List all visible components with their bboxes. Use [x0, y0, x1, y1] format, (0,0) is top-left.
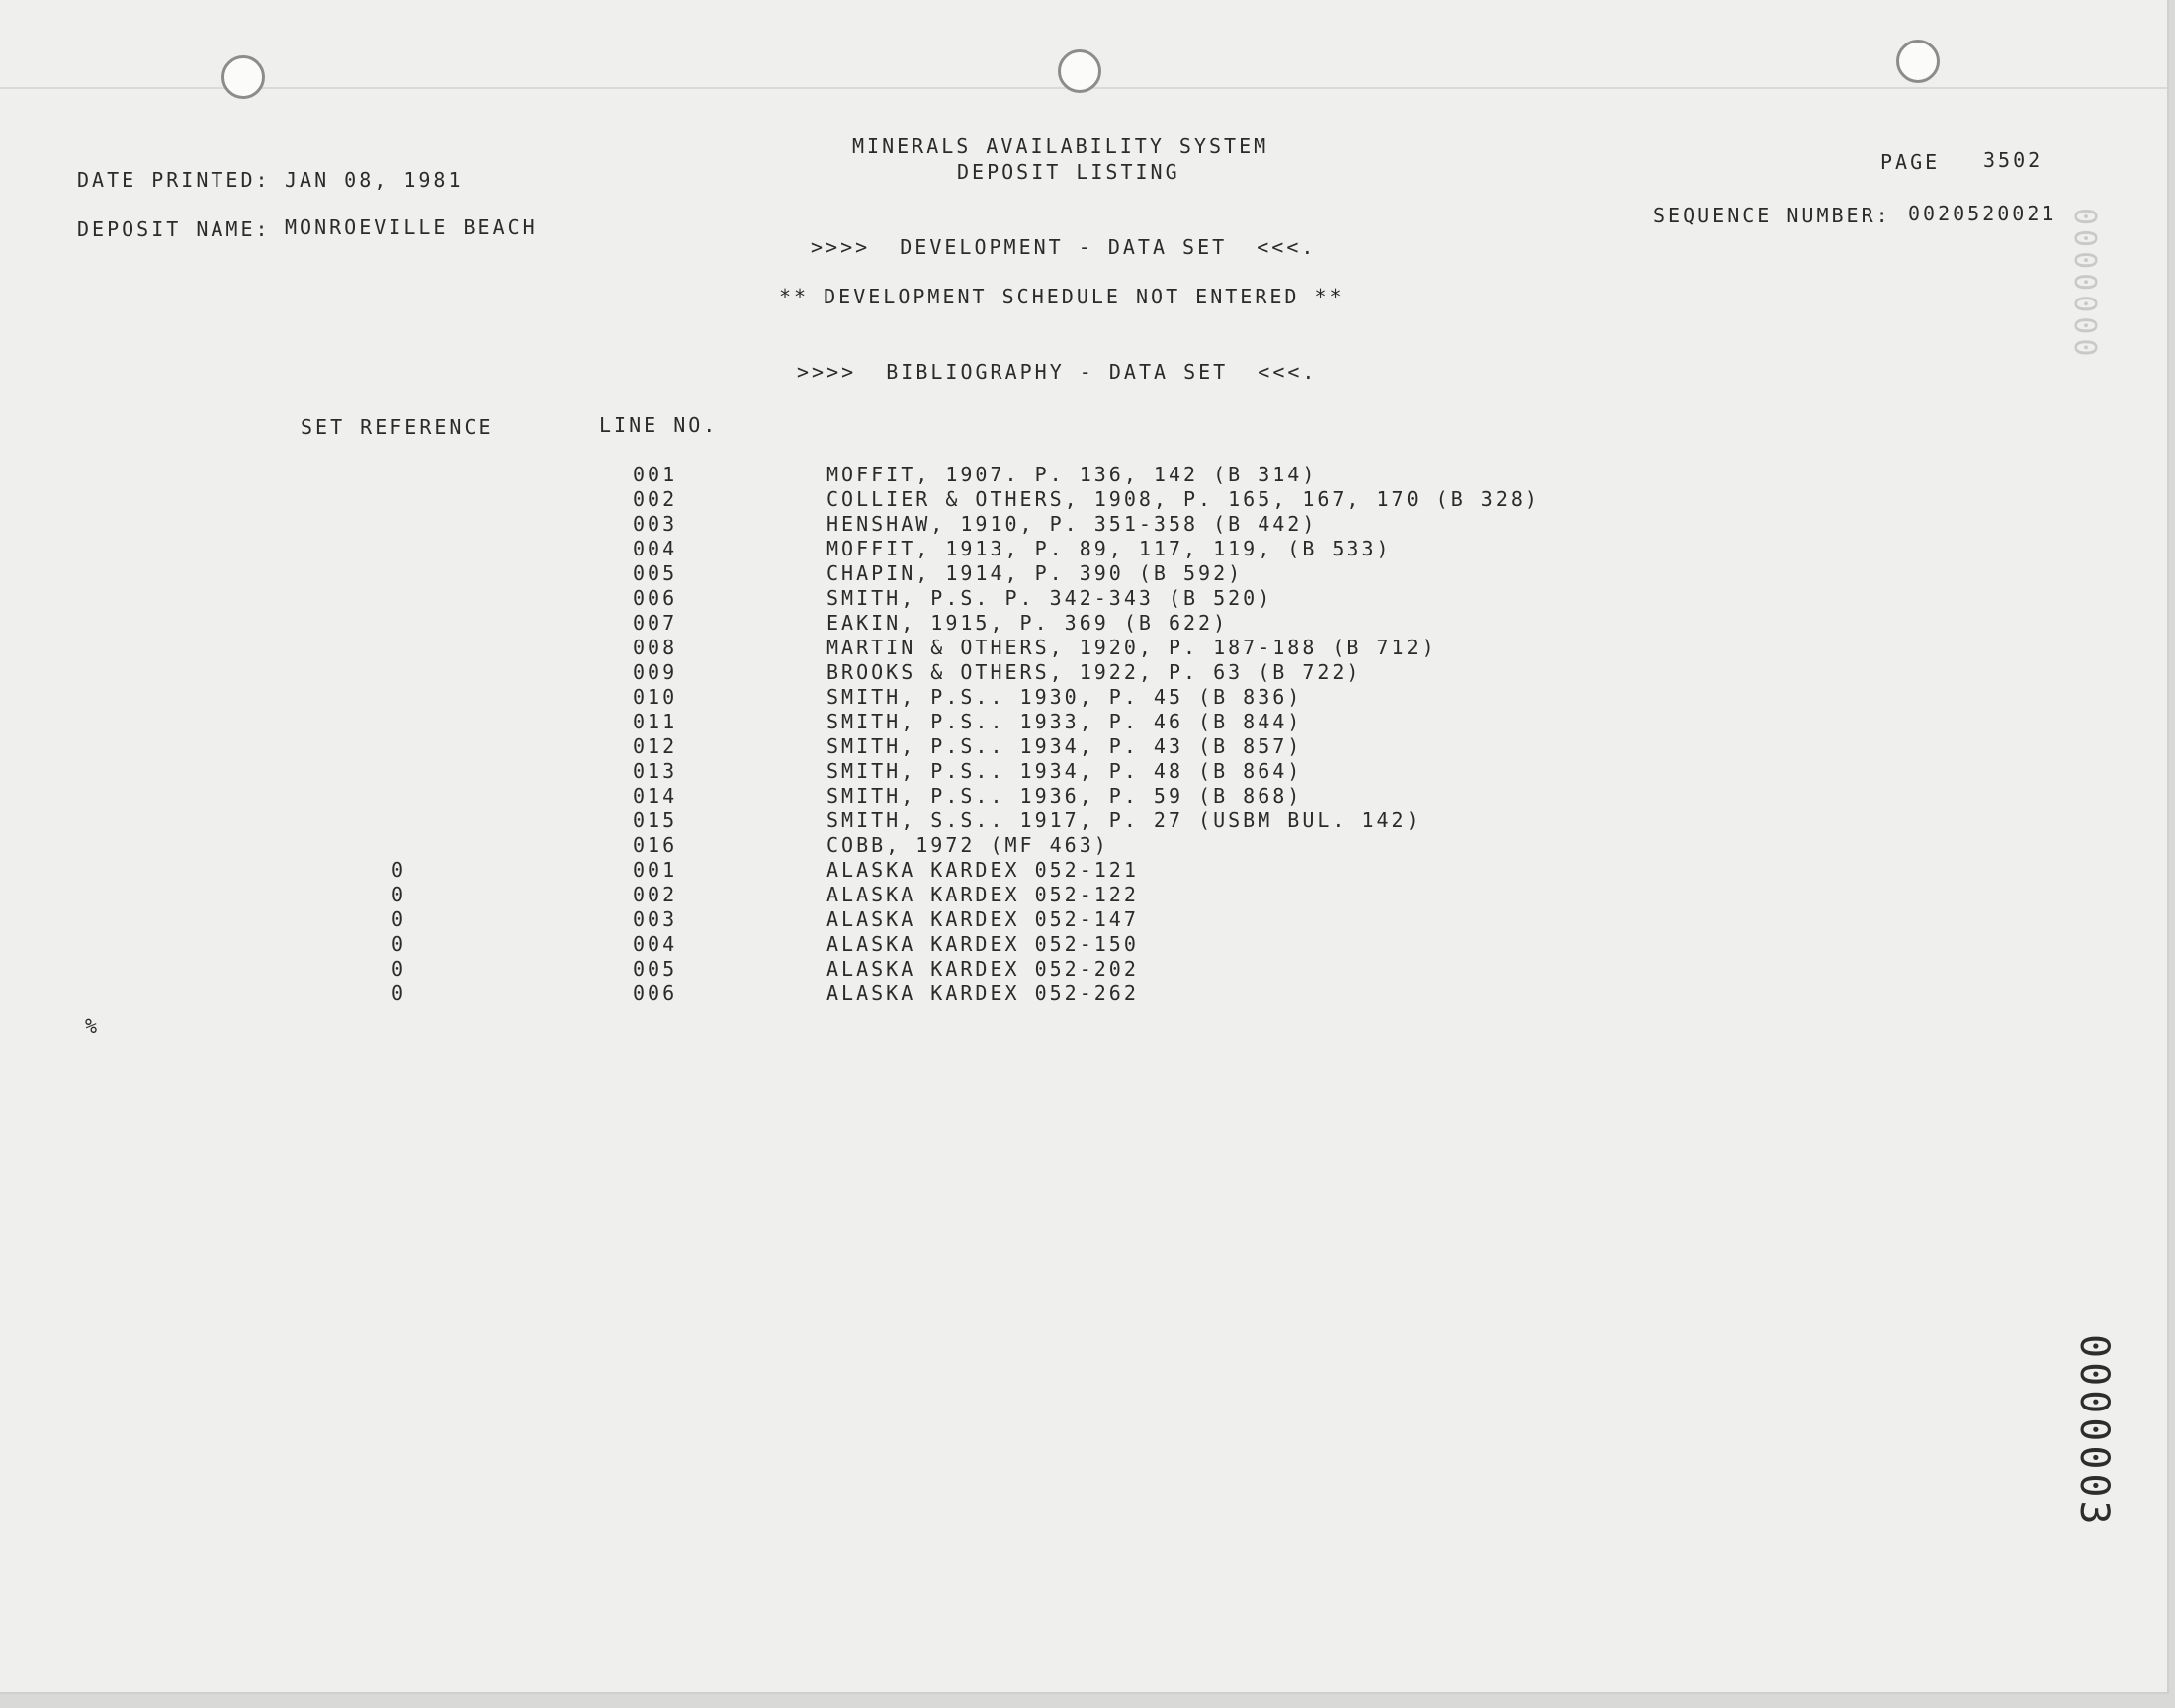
table-row	[0, 759, 1681, 784]
table-row	[0, 586, 1681, 611]
reference-cell: ALASKA KARDEX 052-122	[826, 883, 1139, 906]
set-reference-cell: 0	[392, 907, 407, 931]
table-row	[0, 932, 1681, 957]
reference-cell: MOFFIT, 1907. P. 136, 142 (B 314)	[826, 463, 1318, 486]
frame-stamp-bottom: 0000003	[2071, 1334, 2117, 1529]
reference-cell: SMITH, P.S.. 1934, P. 43 (B 857)	[826, 734, 1303, 758]
line-number-cell: 012	[633, 734, 678, 758]
reference-cell: SMITH, P.S.. 1933, P. 46 (B 844)	[826, 710, 1303, 733]
binder-hole-left	[221, 55, 265, 99]
table-row	[0, 636, 1681, 660]
line-number-cell: 003	[633, 512, 678, 536]
table-row	[0, 660, 1681, 685]
line-number-cell: 006	[633, 982, 678, 1005]
table-row	[0, 512, 1681, 537]
end-mark: %	[85, 1014, 101, 1038]
line-number-cell: 014	[633, 784, 678, 808]
reference-cell: SMITH, P.S.. 1930, P. 45 (B 836)	[826, 685, 1303, 709]
reference-cell: COBB, 1972 (MF 463)	[826, 833, 1109, 857]
table-row	[0, 537, 1681, 561]
reference-cell: ALASKA KARDEX 052-121	[826, 858, 1139, 882]
line-number-cell: 001	[633, 858, 678, 882]
line-number-cell: 004	[633, 932, 678, 956]
line-number-cell: 011	[633, 710, 678, 733]
line-number-cell: 008	[633, 636, 678, 659]
reference-cell: MOFFIT, 1913, P. 89, 117, 119, (B 533)	[826, 537, 1392, 560]
line-number-cell: 015	[633, 809, 678, 832]
system-title: MINERALS AVAILABILITY SYSTEM	[852, 134, 1269, 158]
page-label: PAGE	[1880, 150, 1941, 174]
table-row	[0, 957, 1681, 982]
reference-cell: SMITH, S.S.. 1917, P. 27 (USBM BUL. 142)	[826, 809, 1422, 832]
table-row	[0, 710, 1681, 734]
line-number-cell: 001	[633, 463, 678, 486]
set-reference-cell: 0	[392, 883, 407, 906]
line-number-cell: 003	[633, 907, 678, 931]
table-row	[0, 883, 1681, 907]
line-number-cell: 002	[633, 883, 678, 906]
column-header-set-reference: SET REFERENCE	[301, 415, 494, 439]
column-header-line-no: LINE NO.	[599, 413, 719, 437]
line-number-cell: 004	[633, 537, 678, 560]
line-number-cell: 005	[633, 561, 678, 585]
reference-cell: ALASKA KARDEX 052-202	[826, 957, 1139, 981]
table-row	[0, 784, 1681, 809]
reference-cell: SMITH, P.S. P. 342-343 (B 520)	[826, 586, 1273, 610]
reference-cell: BROOKS & OTHERS, 1922, P. 63 (B 722)	[826, 660, 1362, 684]
line-number-cell: 007	[633, 611, 678, 635]
reference-cell: SMITH, P.S.. 1936, P. 59 (B 868)	[826, 784, 1303, 808]
table-row	[0, 463, 1681, 487]
date-printed-value: JAN 08, 1981	[285, 168, 464, 192]
binder-hole-center	[1058, 49, 1101, 93]
line-number-cell: 013	[633, 759, 678, 783]
table-row	[0, 685, 1681, 710]
frame-stamp-top: 0000000	[2067, 208, 2102, 361]
line-number-cell: 009	[633, 660, 678, 684]
table-row	[0, 982, 1681, 1006]
set-reference-cell: 0	[392, 932, 407, 956]
development-schedule-note: ** DEVELOPMENT SCHEDULE NOT ENTERED **	[779, 285, 1345, 308]
reference-cell: EAKIN, 1915, P. 369 (B 622)	[826, 611, 1229, 635]
reference-cell: CHAPIN, 1914, P. 390 (B 592)	[826, 561, 1244, 585]
sequence-number-value: 0020520021	[1908, 202, 2057, 225]
table-row	[0, 907, 1681, 932]
reference-cell: ALASKA KARDEX 052-262	[826, 982, 1139, 1005]
date-printed-label: DATE PRINTED:	[77, 168, 271, 192]
reference-cell: SMITH, P.S.. 1934, P. 48 (B 864)	[826, 759, 1303, 783]
development-heading: >>>> DEVELOPMENT - DATA SET <<<.	[811, 235, 1317, 259]
listing-title: DEPOSIT LISTING	[957, 160, 1180, 184]
set-reference-cell: 0	[392, 982, 407, 1005]
set-reference-cell: 0	[392, 858, 407, 882]
line-number-cell: 016	[633, 833, 678, 857]
set-reference-cell: 0	[392, 957, 407, 981]
line-number-cell: 002	[633, 487, 678, 511]
binder-hole-right	[1896, 40, 1940, 83]
deposit-name-value: MONROEVILLE BEACH	[285, 215, 538, 239]
bibliography-heading: >>>> BIBLIOGRAPHY - DATA SET <<<.	[797, 360, 1318, 384]
reference-cell: COLLIER & OTHERS, 1908, P. 165, 167, 170 (B 328)	[826, 487, 1540, 511]
deposit-name-label: DEPOSIT NAME:	[77, 217, 271, 241]
line-number-cell: 006	[633, 586, 678, 610]
table-row	[0, 809, 1681, 833]
sequence-number-label: SEQUENCE NUMBER:	[1653, 204, 1891, 227]
table-row	[0, 611, 1681, 636]
reference-cell: ALASKA KARDEX 052-150	[826, 932, 1139, 956]
table-row	[0, 858, 1681, 883]
table-row	[0, 561, 1681, 586]
reference-cell: ALASKA KARDEX 052-147	[826, 907, 1139, 931]
reference-cell: HENSHAW, 1910, P. 351-358 (B 442)	[826, 512, 1318, 536]
page-number: 3502	[1983, 148, 2044, 172]
reference-cell: MARTIN & OTHERS, 1920, P. 187-188 (B 712)	[826, 636, 1436, 659]
table-row	[0, 833, 1681, 858]
table-row	[0, 487, 1681, 512]
table-row	[0, 734, 1681, 759]
line-number-cell: 005	[633, 957, 678, 981]
line-number-cell: 010	[633, 685, 678, 709]
